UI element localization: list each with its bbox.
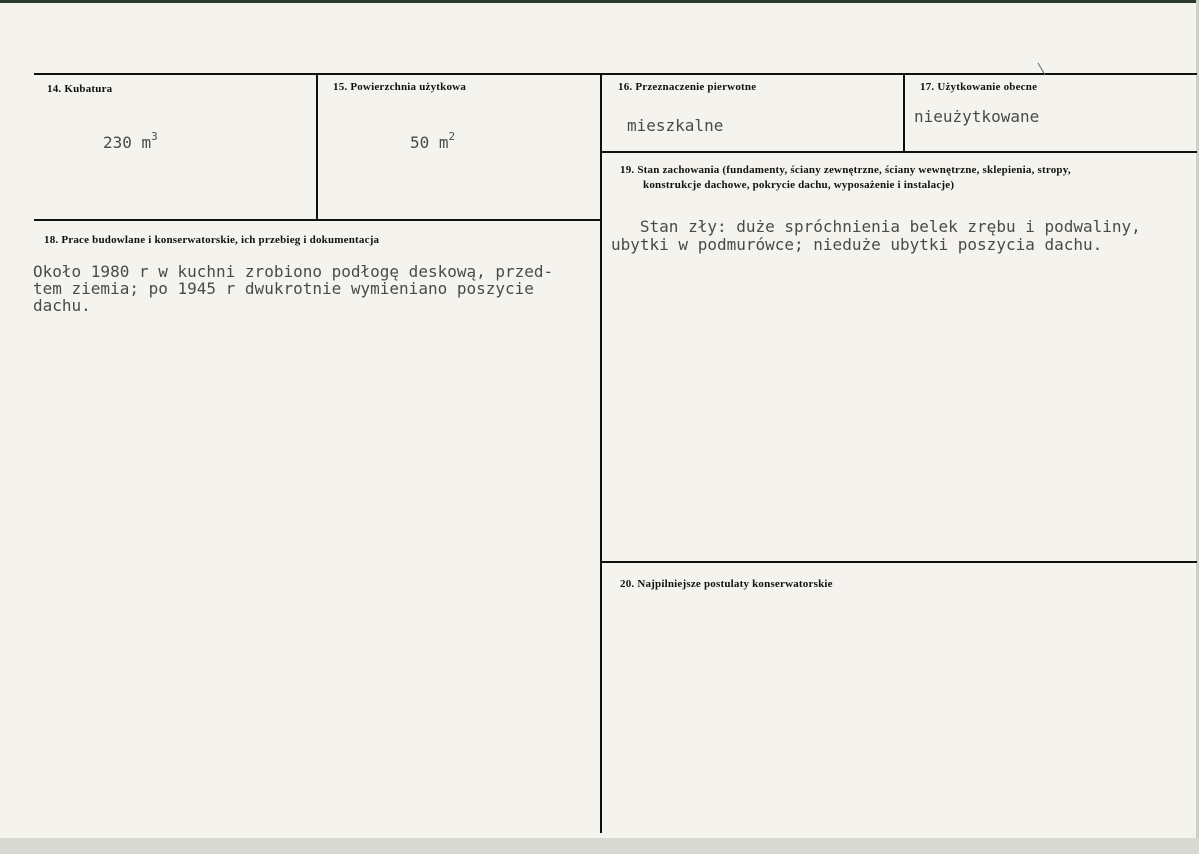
border-below-14-15	[34, 219, 601, 221]
field-18-line-2: tem ziemia; po 1945 r dwukrotnie wymieniano poszycie	[33, 279, 534, 298]
field-19-line-1: Stan zły: duże spróchnienia belek zrębu i podwaliny,	[611, 217, 1141, 236]
border-below-16-17	[600, 151, 1197, 153]
field-17-label: 17. Użytkowanie obecne	[920, 81, 1038, 93]
field-15-label: 15. Powierzchnia użytkowa	[333, 81, 467, 93]
border-below-19	[600, 561, 1197, 563]
field-14-label: 14. Kubatura	[47, 83, 113, 95]
field-14-value: 230 $m^3$	[103, 130, 158, 152]
field-16-label: 16. Przeznaczenie pierwotne	[618, 81, 757, 93]
divider-16-17	[903, 73, 905, 152]
scan-top-edge	[0, 0, 1199, 3]
field-17-value: nieużytkowane	[914, 107, 1040, 126]
field-19-label-continued: konstrukcje dachowe, pokrycie dachu, wyposażenie i instalacje)	[643, 179, 955, 191]
form-top-border	[34, 73, 1197, 75]
field-20-label: 20. Najpilniejsze postulaty konserwatorskie	[620, 578, 833, 590]
scan-bottom-edge	[0, 838, 1199, 854]
field-18-line-1: Około 1980 r w kuchni zrobiono podłogę deskową, przed-	[33, 262, 554, 281]
field-18-label: 18. Prace budowlane i konserwatorskie, ich przebieg i dokumentacja	[44, 234, 380, 246]
field-16-value: mieszkalne	[627, 116, 724, 135]
field-18-line-3: dachu.	[33, 296, 91, 315]
divider-14-15	[316, 73, 318, 220]
field-19-label: 19. Stan zachowania (fundamenty, ściany zewnętrzne, ściany wewnętrzne, sklepienia, stropy,	[620, 164, 1071, 176]
field-19-line-2: ubytki w podmurówce; nieduże ubytki poszycia dachu.	[611, 235, 1103, 254]
field-15-value: 50 $m^2$	[410, 130, 456, 152]
divider-left-right	[600, 73, 602, 833]
